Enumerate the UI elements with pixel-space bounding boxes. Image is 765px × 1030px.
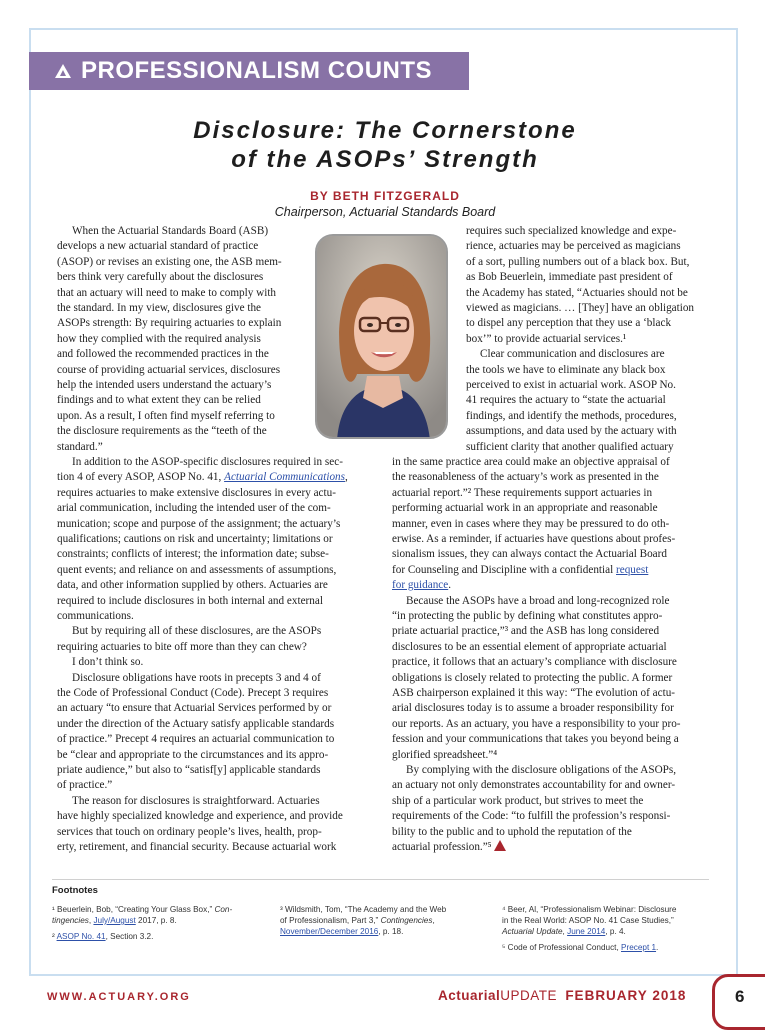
line-text: requiring actuaries to bite off more than they can chew? <box>57 640 307 653</box>
text-line <box>57 701 331 716</box>
title-line-1: Disclosure: The Cornerstone <box>193 117 577 144</box>
text-line <box>466 239 681 254</box>
line-text: viewed as magicians. … [They] have an obligation <box>466 302 695 314</box>
footnote-link[interactable]: November/December 2016 <box>280 927 379 936</box>
footnote-text: ³ Wildsmith, Tom, “The Academy and the Web <box>280 905 447 914</box>
text-line <box>392 532 675 547</box>
text-line <box>392 470 659 485</box>
text-line <box>392 671 672 686</box>
line-text: perceived to exist in actuarial work. ASOP No. <box>466 379 676 391</box>
line-text: for Counseling and Discipline with a confidential <box>392 563 617 576</box>
text-line <box>466 409 677 424</box>
text-line <box>57 640 307 655</box>
author-photo <box>315 234 448 439</box>
text-line <box>466 255 689 270</box>
line-text: the disclosure requirements as the “teeth of the <box>57 425 267 438</box>
text-line <box>466 286 688 301</box>
footnote-line <box>502 904 676 915</box>
text-line <box>72 671 321 686</box>
text-line <box>57 409 275 424</box>
line-text: and followed the recommended practices in the <box>57 348 269 361</box>
line-text: bers think very carefully about the disclosures <box>57 271 264 284</box>
line-text: an actuary not only demonstrates accountability for and owner- <box>392 779 676 792</box>
article-title <box>60 116 710 174</box>
text-line <box>392 840 506 855</box>
footnote-line <box>52 904 232 915</box>
issue-date: FEBRUARY 2018 <box>565 988 687 1003</box>
text-line <box>57 732 334 747</box>
line-text: help the intended users understand the actuary’s <box>57 379 272 391</box>
line-text: how they complied with the required analysis <box>57 332 261 345</box>
line-text: actuarial profession.”⁵ <box>392 841 492 853</box>
text-line <box>392 624 659 639</box>
academy-logo-icon <box>55 64 71 78</box>
text-line <box>57 470 348 485</box>
footnote-link[interactable]: Precept 1 <box>621 943 657 952</box>
line-text: upon. As a result, I often find myself referring to <box>57 409 275 422</box>
line-text: in the same practice area could make an objective appraisal of <box>392 456 670 468</box>
line-text: By complying with the disclosure obligations of the ASOPs, <box>406 764 677 776</box>
line-text: to dispel any perception that they use a ‘black <box>466 317 672 330</box>
text-line <box>72 224 268 239</box>
text-line <box>392 732 679 747</box>
text-line <box>57 239 258 254</box>
text-line <box>57 517 340 532</box>
footnote-italic: Contingencies <box>380 916 433 925</box>
footnote-text: , <box>88 916 94 925</box>
text-line <box>72 794 320 809</box>
footnote-text: ² <box>52 932 57 941</box>
line-text: arial disclosures today is to assume a broader responsibility for <box>392 702 674 715</box>
line-text: obligations is closely related to protecting the public. A former <box>392 671 673 684</box>
text-line <box>392 717 681 732</box>
link-request-for-guidance[interactable]: request <box>616 563 649 576</box>
text-line <box>57 778 112 793</box>
line-text: requirements of the Code: “to fulfill the profession’s responsi- <box>392 810 671 823</box>
line-text: the tools we have to eliminate any black box <box>466 363 666 376</box>
line-text: , <box>345 471 348 484</box>
pub-name-update: UPDATE <box>500 988 558 1003</box>
text-line <box>57 393 261 408</box>
line-text: as Bob Beuerlein, immediate past president of <box>466 271 673 284</box>
line-text: the reasonableness of the actuary’s work as presented in the <box>392 471 659 484</box>
text-line <box>57 763 320 778</box>
text-line <box>57 563 336 578</box>
text-line <box>392 825 632 840</box>
banner-label: PROFESSIONALISM COUNTS <box>81 57 433 84</box>
text-line <box>392 578 451 593</box>
line-text: of practice.” <box>57 779 113 792</box>
text-line <box>57 840 336 855</box>
text-line <box>466 363 665 378</box>
line-text: sufficient clarity that another qualified actuary <box>466 440 674 453</box>
line-text: services that touch on ordinary people’s lives, health, prop- <box>57 825 322 838</box>
text-line <box>57 332 261 347</box>
line-text: (ASOP) or revises an existing one, the ASB mem- <box>57 255 282 268</box>
footer-publication <box>438 988 686 1003</box>
text-line <box>57 547 329 562</box>
text-line <box>57 825 322 840</box>
text-line <box>392 547 667 562</box>
footnote-text: in the Real World: ASOP No. 41 Case Studies,” <box>502 916 674 925</box>
line-text: Because the ASOPs have a broad and long-recognized role <box>406 594 670 607</box>
text-line <box>57 378 271 393</box>
footnote-text: , <box>432 916 435 925</box>
line-text: the Academy has stated, “Actuaries should not be <box>466 286 688 299</box>
footnotes-heading: Footnotes <box>52 885 98 896</box>
text-line <box>406 763 676 778</box>
text-line <box>406 594 669 609</box>
line-text: erwise. As a reminder, if actuaries have questions about profes- <box>392 533 676 545</box>
byline: BY BETH FITZGERALD <box>310 189 460 203</box>
line-text: quent events; and reliance on and assessments of assumptions, <box>57 563 337 576</box>
line-text: of practice.” Precept 4 requires an actuarial communication to <box>57 733 335 746</box>
line-text: have highly specialized knowledge and experience, and provide <box>57 810 343 823</box>
title-line-2: of the ASOPs’ Strength <box>231 146 539 173</box>
text-line <box>392 501 658 516</box>
footer-website[interactable]: WWW.ACTUARY.ORG <box>47 991 191 1003</box>
footnote-line <box>502 926 626 937</box>
line-text: that an actuary will need to make to comply with <box>57 286 277 299</box>
link-asop-41[interactable]: Actuarial Communications <box>224 471 345 484</box>
author-role: Chairperson, Actuarial Standards Board <box>274 205 496 219</box>
line-text: priate audience,” but also to “satisf[y] applicable standards <box>57 764 321 776</box>
text-line <box>392 517 669 532</box>
text-line <box>392 455 670 470</box>
line-text: Disclosure obligations have roots in precepts 3 and 4 of <box>72 671 321 684</box>
line-text: required to include disclosures in both internal and external <box>57 594 323 607</box>
pub-name-actuarial: Actuarial <box>438 988 501 1003</box>
footnote-line <box>280 915 435 926</box>
line-text: The reason for disclosures is straightforward. Actuaries <box>72 794 320 807</box>
text-line <box>392 701 674 716</box>
text-line <box>466 224 676 239</box>
text-line <box>57 717 334 732</box>
line-text: When the Actuarial Standards Board (ASB) <box>72 225 269 237</box>
line-text: constraints; conflicts of interest; the information date; subse- <box>57 548 329 561</box>
text-line <box>392 686 675 701</box>
line-text: the Code of Professional Conduct (Code). Precept 3 requires <box>57 687 329 699</box>
footnote-italic: tingencies <box>52 916 89 925</box>
footnote-italic: Con- <box>214 905 233 914</box>
footnote-text: , Section 3.2. <box>105 932 154 941</box>
line-text: rience, actuaries may be perceived as magicians <box>466 240 681 253</box>
footnote-line <box>502 942 658 953</box>
line-text: assumptions, and data used by the actuary with <box>466 425 677 438</box>
line-text: arial communication, including the intended user of the com- <box>57 502 331 515</box>
footnote-text: ⁴ Beer, Al, “Professionalism Webinar: Disclosure <box>502 905 677 914</box>
text-line <box>392 486 652 501</box>
line-text: findings and to what extent they can be relied <box>57 394 261 407</box>
text-line <box>72 624 321 639</box>
line-text: disclosures to be an essential element of appropriate actuarial <box>392 640 667 653</box>
line-text: erty, retirement, and financial security. Because actuarial work <box>57 841 337 853</box>
text-line <box>57 270 263 285</box>
line-text: But by requiring all of these disclosures, are the ASOPs <box>72 625 322 638</box>
footnote-text: , <box>562 927 568 936</box>
text-line <box>57 748 328 763</box>
text-line <box>466 393 666 408</box>
line-text: box’” to provide actuarial services.¹ <box>466 332 627 345</box>
footnote-italic: Actuarial Update <box>502 927 563 936</box>
text-line <box>392 809 670 824</box>
text-line <box>392 778 675 793</box>
line-text: findings, and identify the methods, procedures, <box>466 409 677 422</box>
end-of-article-icon <box>494 840 506 851</box>
text-line <box>57 301 261 316</box>
line-text: practice, it follows that an actuary’s compliance with disclosure <box>392 656 677 669</box>
line-text: course of providing actuarial services, disclosures <box>57 363 281 376</box>
line-text: the standard. In my view, disclosures give the <box>57 302 262 314</box>
line-text: our reports. As an actuary, you have a responsibility to your pro- <box>392 717 681 730</box>
text-line <box>466 301 694 316</box>
text-line <box>57 440 103 455</box>
footnote-line <box>52 931 153 942</box>
text-line <box>57 486 336 501</box>
text-line <box>57 532 333 547</box>
text-line <box>392 640 667 655</box>
text-line <box>57 316 281 331</box>
line-text: develops a new actuarial standard of practice <box>57 240 259 253</box>
footnote-text: . <box>656 943 659 952</box>
text-line <box>466 424 677 439</box>
text-line <box>57 424 267 439</box>
page-number: 6 <box>735 987 745 1006</box>
line-text: performing actuarial work in an appropriate and reasonable <box>392 502 658 515</box>
line-text: glorified spreadsheet.”⁴ <box>392 748 498 761</box>
line-text: communications. <box>57 610 134 622</box>
line-text: I don’t think so. <box>72 656 144 669</box>
footnote-line <box>52 915 177 926</box>
footnote-text: of Professionalism, Part 3,” <box>280 916 381 925</box>
line-text: sionalism issues, they can always contact the Actuarial Board <box>392 548 667 561</box>
line-text: priate actuarial practice,”³ and the ASB has long considered <box>392 625 660 638</box>
text-line <box>480 347 665 362</box>
line-text: ship of a particular work product, but strives to meet the <box>392 794 644 807</box>
footnote-text: 2017, p. 8. <box>135 916 177 925</box>
line-text: tion 4 of every ASOP, ASOP No. 41, <box>57 471 225 484</box>
text-line <box>392 655 677 670</box>
line-text: munication; scope and purpose of the assignment; the actuary’s <box>57 517 341 530</box>
line-text: under the direction of the Actuary satisfy applicable standards <box>57 717 335 730</box>
text-line <box>466 316 671 331</box>
text-line <box>466 440 674 455</box>
footnote-line <box>502 915 674 926</box>
line-text: qualifications; cautions on risk and uncertainty; limitations or <box>57 533 333 545</box>
line-text: . <box>448 579 452 592</box>
line-text: In addition to the ASOP-specific disclosures required in sec- <box>72 456 343 468</box>
text-line <box>392 748 497 763</box>
line-text: actuarial report.”² These requirements support actuaries in <box>392 486 653 499</box>
text-line <box>57 809 343 824</box>
text-line <box>72 455 343 470</box>
text-line <box>466 270 673 285</box>
footnote-text: ¹ Beuerlein, Bob, “Creating Your Glass Box,” <box>52 905 215 914</box>
link-request-for-guidance[interactable]: for guidance <box>392 579 449 592</box>
text-line <box>57 501 331 516</box>
section-banner <box>29 52 469 90</box>
line-text: ASOPs strength: By requiring actuaries to explain <box>57 317 282 330</box>
footnote-link[interactable]: June 2014 <box>567 927 606 936</box>
line-text: fession and your communications that takes you beyond being a <box>392 733 679 746</box>
text-line <box>57 363 280 378</box>
text-line <box>72 655 143 670</box>
line-text: ASB chairperson explained it this way: “The evolution of actu- <box>392 687 676 699</box>
footnote-line <box>280 904 446 915</box>
text-line <box>392 794 643 809</box>
text-line <box>392 609 662 624</box>
text-line <box>57 609 134 624</box>
text-line <box>57 578 328 593</box>
footnote-link[interactable]: ASOP No. 41 <box>56 932 106 941</box>
line-text: data, and other information supplied by others. Actuaries are <box>57 579 328 592</box>
line-text: 41 requires the actuary to “state the actuarial <box>466 394 666 407</box>
text-line <box>57 686 328 701</box>
footnote-text: ⁵ Code of Professional Conduct, <box>502 943 621 952</box>
line-text: of a sort, pulling numbers out of a black box. But, <box>466 255 690 268</box>
text-line <box>392 563 648 578</box>
text-line <box>466 332 626 347</box>
line-text: an actuary “to ensure that Actuarial Services performed by or <box>57 702 332 715</box>
line-text: requires actuaries to make extensive disclosures in every actu- <box>57 486 336 499</box>
line-text: “in protecting the public by defining what constitutes appro- <box>392 610 663 622</box>
text-line <box>57 255 282 270</box>
footnotes-divider <box>52 879 709 880</box>
text-line <box>57 594 323 609</box>
footnote-text: , p. 18. <box>378 927 404 936</box>
line-text: Clear communication and disclosures are <box>480 348 665 361</box>
footnote-line <box>280 926 403 937</box>
line-text: be “clear and appropriate to the circumstances and its appro- <box>57 748 329 761</box>
text-line <box>57 347 269 362</box>
line-text: bility to the public and to uphold the reputation of the <box>392 825 632 838</box>
footnote-text: , p. 4. <box>605 927 626 936</box>
line-text: requires such specialized knowledge and expe- <box>466 225 677 237</box>
line-text: standard.” <box>57 440 103 453</box>
text-line <box>466 378 676 393</box>
line-text: manner, even in cases where they may be pressured to do oth- <box>392 517 670 530</box>
text-line <box>57 286 276 301</box>
footnote-link[interactable]: July/August <box>93 916 136 925</box>
